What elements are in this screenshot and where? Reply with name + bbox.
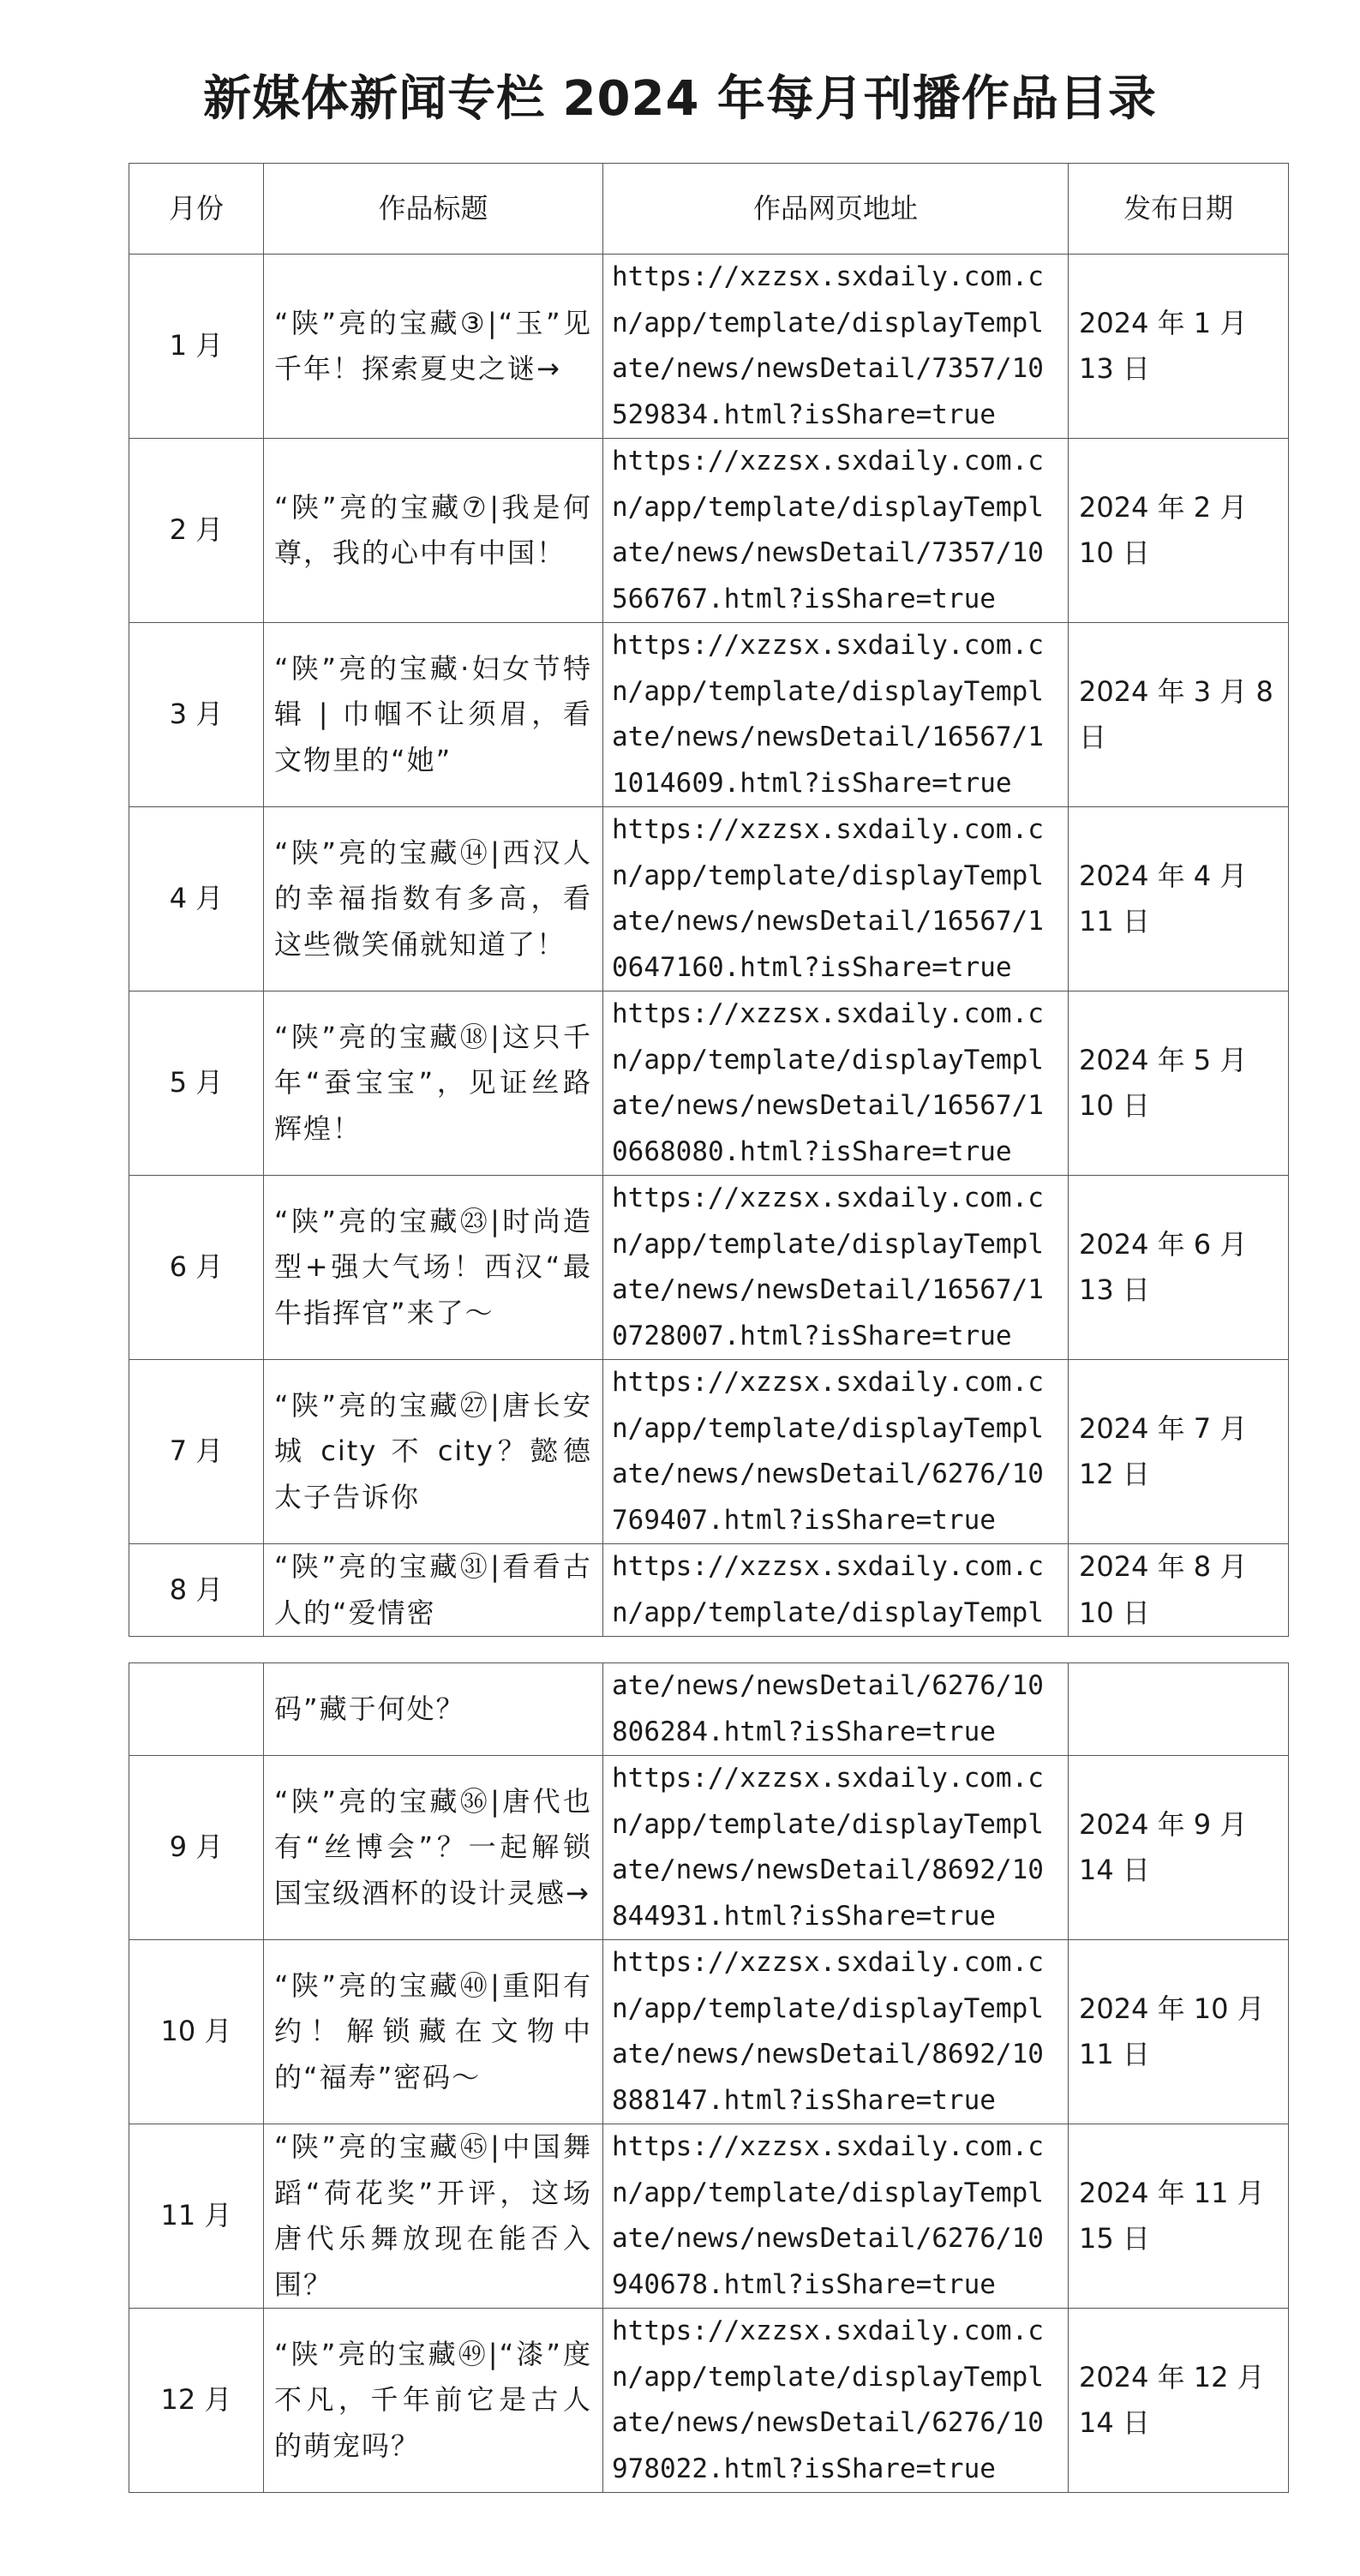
article-url-link[interactable]: https://xzzsx.sxdaily.com.cn/app/template/displayTemplate/news/newsDetail/7357/10566767.html?isShare=true	[603, 439, 1069, 623]
article-url-link[interactable]: ate/news/newsDetail/6276/10806284.html?isShare=true	[603, 1663, 1069, 1756]
table-row	[129, 2124, 1289, 2309]
article-title-cell: 码”藏于何处？	[264, 1663, 603, 1756]
table-row	[129, 1663, 1289, 1756]
publish-date-cell: 2024 年 4 月 11 日	[1069, 807, 1289, 991]
article-title-cell: “陕”亮的宝藏㊾|“漆”度不凡，千年前它是古人的萌宠吗？	[264, 2309, 603, 2493]
month-cell: 6 月	[129, 1176, 264, 1360]
article-title-cell: “陕”亮的宝藏⑭|西汉人的幸福指数有多高，看这些微笑俑就知道了！	[264, 807, 603, 991]
article-url-link[interactable]: https://xzzsx.sxdaily.com.cn/app/template/displayTemplate/news/newsDetail/6276/10940678.html?isShare=true	[603, 2124, 1069, 2309]
table-row	[129, 1940, 1289, 2124]
article-title-cell: “陕”亮的宝藏·妇女节特辑 | 巾帼不让须眉，看文物里的“她”	[264, 623, 603, 807]
month-cell: 10 月	[129, 1940, 264, 2124]
article-title-cell: “陕”亮的宝藏㉗|唐长安城 city 不 city？懿德太子告诉你	[264, 1360, 603, 1544]
header-date: 发布日期	[1069, 164, 1289, 255]
article-title-cell: “陕”亮的宝藏㊺|中国舞蹈“荷花奖”开评，这场唐代乐舞放现在能否入围？	[264, 2124, 603, 2309]
table-row	[129, 623, 1289, 807]
month-cell	[129, 1663, 264, 1756]
table-row	[129, 991, 1289, 1176]
article-url-link[interactable]: https://xzzsx.sxdaily.com.cn/app/template/displayTemplate/news/newsDetail/8692/10844931.html?isShare=true	[603, 1756, 1069, 1940]
month-cell: 2 月	[129, 439, 264, 623]
article-title-cell: “陕”亮的宝藏㊵|重阳有约！解锁藏在文物中的“福寿”密码～	[264, 1940, 603, 2124]
article-title-cell: “陕”亮的宝藏㊱|唐代也有“丝博会”？一起解锁国宝级酒杯的设计灵感→	[264, 1756, 603, 1940]
publish-date-cell: 2024 年 3 月 8 日	[1069, 623, 1289, 807]
table-header-row	[129, 164, 1289, 255]
publish-date-cell: 2024 年 10 月 11 日	[1069, 1940, 1289, 2124]
publish-date-cell: 2024 年 1 月 13 日	[1069, 255, 1289, 439]
table-row	[129, 255, 1289, 439]
publish-date-cell: 2024 年 9 月 14 日	[1069, 1756, 1289, 1940]
article-title-cell: “陕”亮的宝藏㉓|时尚造型+强大气场！西汉“最牛指挥官”来了～	[264, 1176, 603, 1360]
publish-date-cell: 2024 年 2 月 10 日	[1069, 439, 1289, 623]
month-cell: 12 月	[129, 2309, 264, 2493]
article-url-link[interactable]: https://xzzsx.sxdaily.com.cn/app/template/displayTemplate/news/newsDetail/6276/10769407.html?isShare=true	[603, 1360, 1069, 1544]
catalog-table-part-1	[129, 163, 1289, 1637]
article-title-cell: “陕”亮的宝藏⑱|这只千年“蚕宝宝”，见证丝路辉煌！	[264, 991, 603, 1176]
article-url-link[interactable]: https://xzzsx.sxdaily.com.cn/app/template/displayTemplate/news/newsDetail/6276/10978022.html?isShare=true	[603, 2309, 1069, 2493]
month-cell: 1 月	[129, 255, 264, 439]
month-cell: 7 月	[129, 1360, 264, 1544]
article-url-link[interactable]: https://xzzsx.sxdaily.com.cn/app/template/displayTemplate/news/newsDetail/16567/11014609.html?isShare=true	[603, 623, 1069, 807]
table-row	[129, 2309, 1289, 2493]
table-row	[129, 807, 1289, 991]
publish-date-cell: 2024 年 6 月 13 日	[1069, 1176, 1289, 1360]
header-url: 作品网页地址	[603, 164, 1069, 255]
month-cell: 4 月	[129, 807, 264, 991]
month-cell: 3 月	[129, 623, 264, 807]
article-url-link[interactable]: https://xzzsx.sxdaily.com.cn/app/template/displayTemplate/news/newsDetail/8692/10888147.html?isShare=true	[603, 1940, 1069, 2124]
table-row	[129, 1756, 1289, 1940]
article-title-cell: “陕”亮的宝藏⑦|我是何尊，我的心中有中国！	[264, 439, 603, 623]
article-title-cell: “陕”亮的宝藏㉛|看看古人的“爱情密	[264, 1544, 603, 1637]
article-url-link[interactable]: https://xzzsx.sxdaily.com.cn/app/template/displayTempl	[603, 1544, 1069, 1637]
publish-date-cell: 2024 年 5 月 10 日	[1069, 991, 1289, 1176]
publish-date-cell: 2024 年 7 月 12 日	[1069, 1360, 1289, 1544]
table-row	[129, 1544, 1289, 1637]
month-cell: 5 月	[129, 991, 264, 1176]
catalog-table-part-2	[129, 1662, 1289, 2493]
article-url-link[interactable]: https://xzzsx.sxdaily.com.cn/app/template/displayTemplate/news/newsDetail/16567/10668080.html?isShare=true	[603, 991, 1069, 1176]
table-row	[129, 1360, 1289, 1544]
month-cell: 8 月	[129, 1544, 264, 1637]
article-url-link[interactable]: https://xzzsx.sxdaily.com.cn/app/template/displayTemplate/news/newsDetail/16567/10647160.html?isShare=true	[603, 807, 1069, 991]
table-row	[129, 1176, 1289, 1360]
article-title-cell: “陕”亮的宝藏③|“玉”见千年！探索夏史之谜→	[264, 255, 603, 439]
publish-date-cell: 2024 年 8 月 10 日	[1069, 1544, 1289, 1637]
page-title: 新媒体新闻专栏 2024 年每月刊播作品目录	[203, 71, 1157, 127]
publish-date-cell	[1069, 1663, 1289, 1756]
article-url-link[interactable]: https://xzzsx.sxdaily.com.cn/app/template/displayTemplate/news/newsDetail/7357/10529834.html?isShare=true	[603, 255, 1069, 439]
publish-date-cell: 2024 年 12 月 14 日	[1069, 2309, 1289, 2493]
month-cell: 11 月	[129, 2124, 264, 2309]
article-url-link[interactable]: https://xzzsx.sxdaily.com.cn/app/template/displayTemplate/news/newsDetail/16567/10728007.html?isShare=true	[603, 1176, 1069, 1360]
publish-date-cell: 2024 年 11 月 15 日	[1069, 2124, 1289, 2309]
header-month: 月份	[129, 164, 264, 255]
header-title: 作品标题	[264, 164, 603, 255]
table-row	[129, 439, 1289, 623]
month-cell: 9 月	[129, 1756, 264, 1940]
